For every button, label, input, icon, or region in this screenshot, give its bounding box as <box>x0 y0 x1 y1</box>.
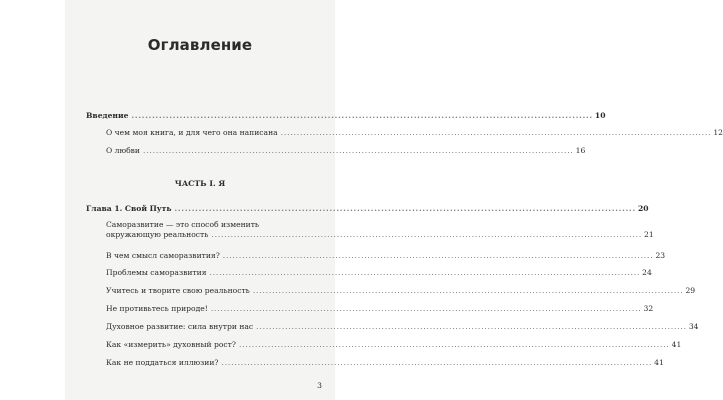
toc-entry-label: Не противьтесь природе! <box>106 304 208 313</box>
toc-page-number: 10 <box>594 111 606 120</box>
toc-entry-about-book <box>106 128 723 137</box>
dot-leader: ...................................................................................................................................... <box>280 128 712 137</box>
toc-page-number: 16 <box>575 146 586 155</box>
toc-entry-label: Духовное развитие: сила внутри нас <box>106 322 254 331</box>
dot-leader: ...................................................................................................................................... <box>174 204 636 213</box>
toc-entry-label: В чем смысл саморазвития? <box>106 251 220 260</box>
toc-page-number: 41 <box>671 340 682 349</box>
toc-entry-self-development <box>106 220 654 240</box>
toc-entry-label-continued: окружающую реальность <box>106 230 209 239</box>
toc-page-number: 41 <box>654 358 664 367</box>
toc-entry-problems <box>106 268 652 277</box>
toc-entry-label: Учитесь и творите свою реальность <box>106 286 250 295</box>
dot-leader: ...................................................................................................................................... <box>222 251 654 260</box>
dot-leader: ...................................................................................................................................... <box>256 322 687 331</box>
toc-page-number: 20 <box>637 204 649 213</box>
book-page <box>66 0 723 400</box>
dot-leader: ...................................................................................................................................... <box>131 111 593 120</box>
toc-page-number: 29 <box>685 286 696 295</box>
toc-entry-label: Как не поддаться иллюзии? <box>106 358 219 367</box>
toc-entry-chapter-1 <box>86 204 649 213</box>
toc-page-number: 12 <box>713 128 723 137</box>
dot-leader: ...................................................................................................................................... <box>210 304 642 313</box>
toc-entry-label: Глава 1. Свой Путь <box>86 204 172 213</box>
dot-leader: ...................................................................................................................................... <box>211 230 643 239</box>
toc-entry-illusion <box>106 358 664 367</box>
dot-leader: ...................................................................................................................................... <box>221 358 653 367</box>
dot-leader: ...................................................................................................................................... <box>238 340 670 349</box>
page-title: Оглавление <box>147 36 253 54</box>
toc-page-number: 32 <box>643 304 654 313</box>
toc-page-number: 34 <box>688 322 699 331</box>
toc-page-number: 23 <box>655 251 666 260</box>
page-number-folio: 3 <box>317 381 322 390</box>
dot-leader: ...................................................................................................................................... <box>209 268 641 277</box>
toc-entry-label: Саморазвитие — это способ изменить <box>106 220 260 229</box>
toc-entry-about-love <box>106 146 586 155</box>
toc-entry-meaning <box>106 251 666 260</box>
toc-entry-label: О чем моя книга, и для чего она написана <box>106 128 278 137</box>
dot-leader: ...................................................................................................................................... <box>252 286 684 295</box>
toc-entry-label: О любви <box>106 146 140 155</box>
toc-entry-nature <box>106 304 654 313</box>
toc-entry-label: Как «измерить» духовный рост? <box>106 340 236 349</box>
toc-entry-label: Введение <box>86 111 129 120</box>
toc-entry-spiritual <box>106 322 699 331</box>
toc-entry-label: Проблемы саморазвития <box>106 268 207 277</box>
toc-entry-introduction <box>86 111 606 120</box>
toc-entry-learn-create <box>106 286 696 295</box>
toc-page-number: 24 <box>642 268 652 277</box>
part-heading: ЧАСТЬ I. Я <box>174 179 226 188</box>
toc-entry-measure-growth <box>106 340 682 349</box>
toc-page-number: 21 <box>644 230 654 239</box>
dot-leader: ...................................................................................................................................... <box>142 146 574 155</box>
